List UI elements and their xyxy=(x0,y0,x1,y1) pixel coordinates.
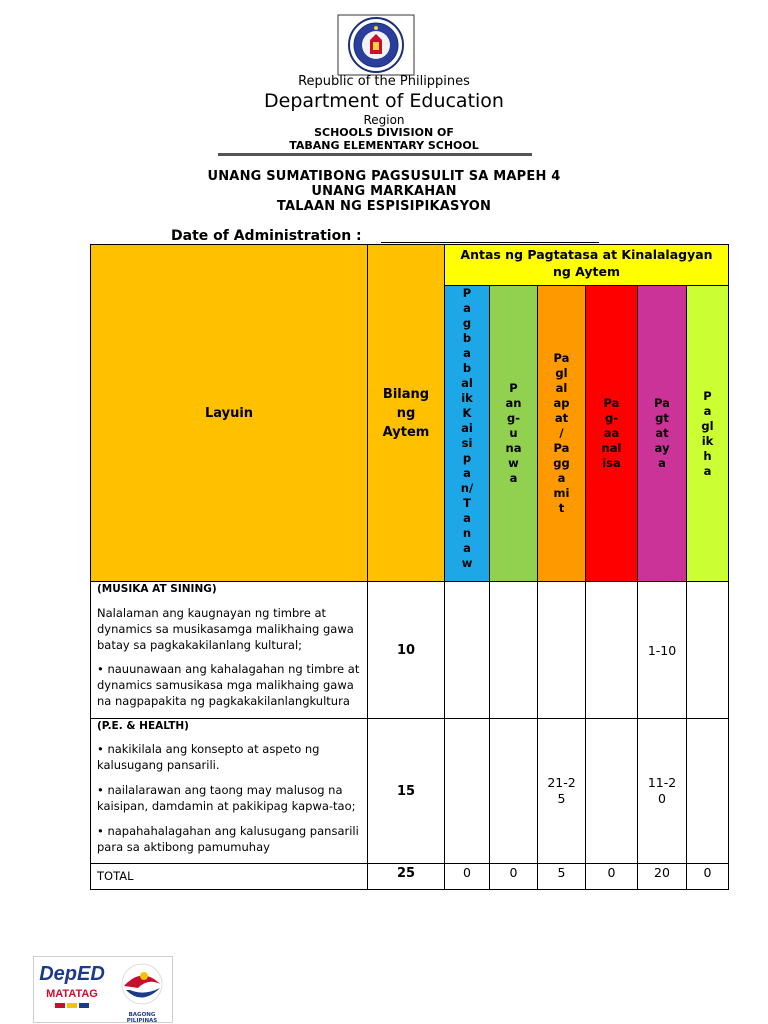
total-cell xyxy=(537,863,586,890)
level-label-fragment: al xyxy=(461,376,473,390)
total-cell xyxy=(585,863,638,890)
level-label-fragment: gt xyxy=(655,411,669,425)
cell-value: 1-10 xyxy=(647,642,677,658)
cell xyxy=(585,718,638,864)
level-label-fragment: gg xyxy=(553,456,570,470)
cell xyxy=(686,718,729,864)
level-pang-unawa xyxy=(489,285,538,582)
level-paglalapat xyxy=(537,285,586,582)
level-label-fragment: aa xyxy=(603,426,620,440)
total-label: TOTAL xyxy=(97,869,134,883)
section-musika-layuin xyxy=(90,581,368,719)
objective: • nakikilala ang konsepto at aspeto ng kalusugang pansarili. xyxy=(97,742,320,772)
cell xyxy=(537,718,586,864)
section-pe-health-items xyxy=(367,718,445,864)
cell xyxy=(444,718,490,864)
level-label-fragment: t xyxy=(558,501,565,515)
level-label-fragment: P xyxy=(703,388,712,403)
level-pagtataya xyxy=(637,285,687,582)
cell xyxy=(444,581,490,719)
level-label-fragment: P xyxy=(509,381,518,395)
bagong-pilipinas-icon xyxy=(114,962,170,1008)
level-label-fragment: b xyxy=(462,331,472,345)
level-label-fragment: w xyxy=(461,556,473,570)
objective: • nauunawaan ang kahalagahan ng timbre at dynamics samusikasa mga malikhaing gawa na nagpapakita ng pagkakakilanlangkultura xyxy=(97,662,360,708)
objective: • napahahalagahan ang kalusugang pansarili para sa aktibong pamumuhay xyxy=(97,824,359,854)
level-label-fragment: Pa xyxy=(654,396,670,410)
total-cell xyxy=(444,863,490,890)
school-name: TABANG ELEMENTARY SCHOOL xyxy=(289,139,479,152)
bagong-pilipinas-logo xyxy=(114,962,170,1024)
total-label-cell xyxy=(90,863,368,890)
level-label-fragment: si xyxy=(461,436,473,450)
cell-value: 0 xyxy=(463,865,471,880)
level-label-fragment: g- xyxy=(506,411,520,425)
level-label-fragment: a xyxy=(463,346,471,360)
cell xyxy=(585,581,638,719)
level-label-fragment: nal xyxy=(601,441,622,455)
bagong-pilipinas-text: BAGONG PILIPINAS xyxy=(126,1012,158,1024)
items-count: 15 xyxy=(396,783,416,799)
cell-value: 5 xyxy=(557,865,566,880)
level-label-fragment: al xyxy=(555,381,568,395)
section-musika-items xyxy=(367,581,445,719)
level-label-fragment: P xyxy=(462,286,472,300)
level-label-fragment: K xyxy=(462,406,472,420)
header-layuin xyxy=(90,244,368,582)
objective: • nailalarawan ang taong may malusog na kaisipan, damdamin at pakikipag kapwa-tao; xyxy=(97,783,356,813)
cell-value: 0 xyxy=(703,865,712,880)
level-label-fragment: a xyxy=(463,541,471,555)
cell-value: 0 xyxy=(607,865,616,880)
level-label-fragment: g- xyxy=(604,411,618,425)
quarter-title: UNANG MARKAHAN xyxy=(311,184,457,199)
level-label-fragment: a xyxy=(463,511,471,525)
level-label-fragment: ai xyxy=(461,421,473,435)
level-label-fragment: at xyxy=(655,426,669,440)
level-label-fragment: ay xyxy=(654,441,670,455)
level-label-fragment: a xyxy=(463,466,471,480)
level-label-fragment: a xyxy=(703,403,712,418)
exam-title: UNANG SUMATIBONG PAGSUSULIT SA MAPEH 4 xyxy=(207,169,561,184)
level-label-fragment: at xyxy=(554,411,569,425)
level-label-fragment: p xyxy=(462,451,472,465)
cell xyxy=(537,581,586,719)
level-label-fragment: a xyxy=(557,471,566,485)
level-label-fragment: mi xyxy=(553,486,570,500)
total-cell xyxy=(637,863,687,890)
level-label-fragment: a xyxy=(703,463,712,478)
header-antas-group xyxy=(444,244,729,286)
deped-matatag-logo xyxy=(39,963,105,1017)
cell xyxy=(489,718,538,864)
level-label-fragment: b xyxy=(462,361,472,375)
stripe xyxy=(67,1003,77,1008)
date-of-administration-label: Date of Administration : xyxy=(171,228,362,244)
division-label: SCHOOLS DIVISION OF xyxy=(314,126,454,139)
bilang-line-2: ng xyxy=(396,405,416,421)
level-label-fragment: an xyxy=(505,396,522,410)
level-label-fragment: / xyxy=(559,426,564,440)
level-label-fragment: h xyxy=(703,448,712,463)
level-label-fragment: g xyxy=(462,316,472,330)
level-label-fragment: gl xyxy=(555,366,568,380)
level-pagbabalik xyxy=(444,285,490,582)
cell xyxy=(686,581,729,719)
cell-value: 20 xyxy=(654,865,670,880)
section-heading: (P.E. & HEALTH) xyxy=(97,720,189,732)
cell xyxy=(637,581,687,719)
header-bilang xyxy=(367,244,445,582)
level-label-fragment: isa xyxy=(602,456,621,470)
level-label-fragment: a xyxy=(658,456,666,470)
footer-logos xyxy=(33,956,173,1023)
cell xyxy=(637,718,687,864)
items-count: 10 xyxy=(396,642,416,658)
deped-wordmark: DepED xyxy=(39,963,105,985)
level-label-fragment: n xyxy=(462,526,472,540)
level-label-fragment: w xyxy=(508,456,519,470)
level-label-fragment: a xyxy=(463,301,471,315)
level-label-fragment: ap xyxy=(553,396,570,410)
bilang-line-1: Bilang xyxy=(382,386,430,402)
tos-title: TALAAN NG ESPISIPIKASYON xyxy=(276,199,492,214)
level-label-fragment: Pa xyxy=(603,396,620,410)
level-label-fragment: gl xyxy=(701,418,714,433)
level-label-fragment: u xyxy=(509,426,518,440)
total-cell xyxy=(489,863,538,890)
layuin-label: Layuin xyxy=(204,405,254,421)
cell-value: 11-20 xyxy=(647,775,677,806)
total-cell xyxy=(686,863,729,890)
section-pe-health-layuin xyxy=(90,718,368,864)
level-label-fragment: n/ xyxy=(460,481,474,495)
section-heading: (MUSIKA AT SINING) xyxy=(97,583,217,595)
objective: Nalalaman ang kaugnayan ng timbre at dynamics sa musikasamga malikhaing gawa batay sa pagkakakilanlang kultural; xyxy=(97,606,354,652)
cell-value: 21-25 xyxy=(547,775,576,806)
total-items: 25 xyxy=(396,866,416,881)
total-items-cell xyxy=(367,863,445,890)
stripe xyxy=(79,1003,89,1008)
republic-label: Republic of the Philippines xyxy=(298,74,470,89)
level-label-fragment: ik xyxy=(461,391,473,405)
cell xyxy=(489,581,538,719)
department-title: Department of Education xyxy=(264,90,504,112)
level-label-fragment: Pa xyxy=(553,441,570,455)
bilang-line-3: Aytem xyxy=(382,424,430,440)
level-paglikha xyxy=(686,285,729,582)
level-label-fragment: Pa xyxy=(553,351,570,365)
level-label-fragment: a xyxy=(509,471,518,485)
deped-seal xyxy=(337,14,415,76)
date-blank-line xyxy=(381,242,599,243)
level-label-fragment: T xyxy=(463,496,471,510)
level-label-fragment: ik xyxy=(701,433,714,448)
level-label-fragment: na xyxy=(505,441,522,455)
matatag-wordmark: MATATAG xyxy=(46,988,98,1000)
region-label: Region xyxy=(363,113,405,127)
header-divider xyxy=(218,153,532,156)
antas-group-label: Antas ng Pagtatasa at Kinalalagyan ng Aytem xyxy=(460,247,713,279)
stripe xyxy=(55,1003,65,1008)
level-pag-aanalisa xyxy=(585,285,638,582)
cell-value: 0 xyxy=(509,865,518,880)
